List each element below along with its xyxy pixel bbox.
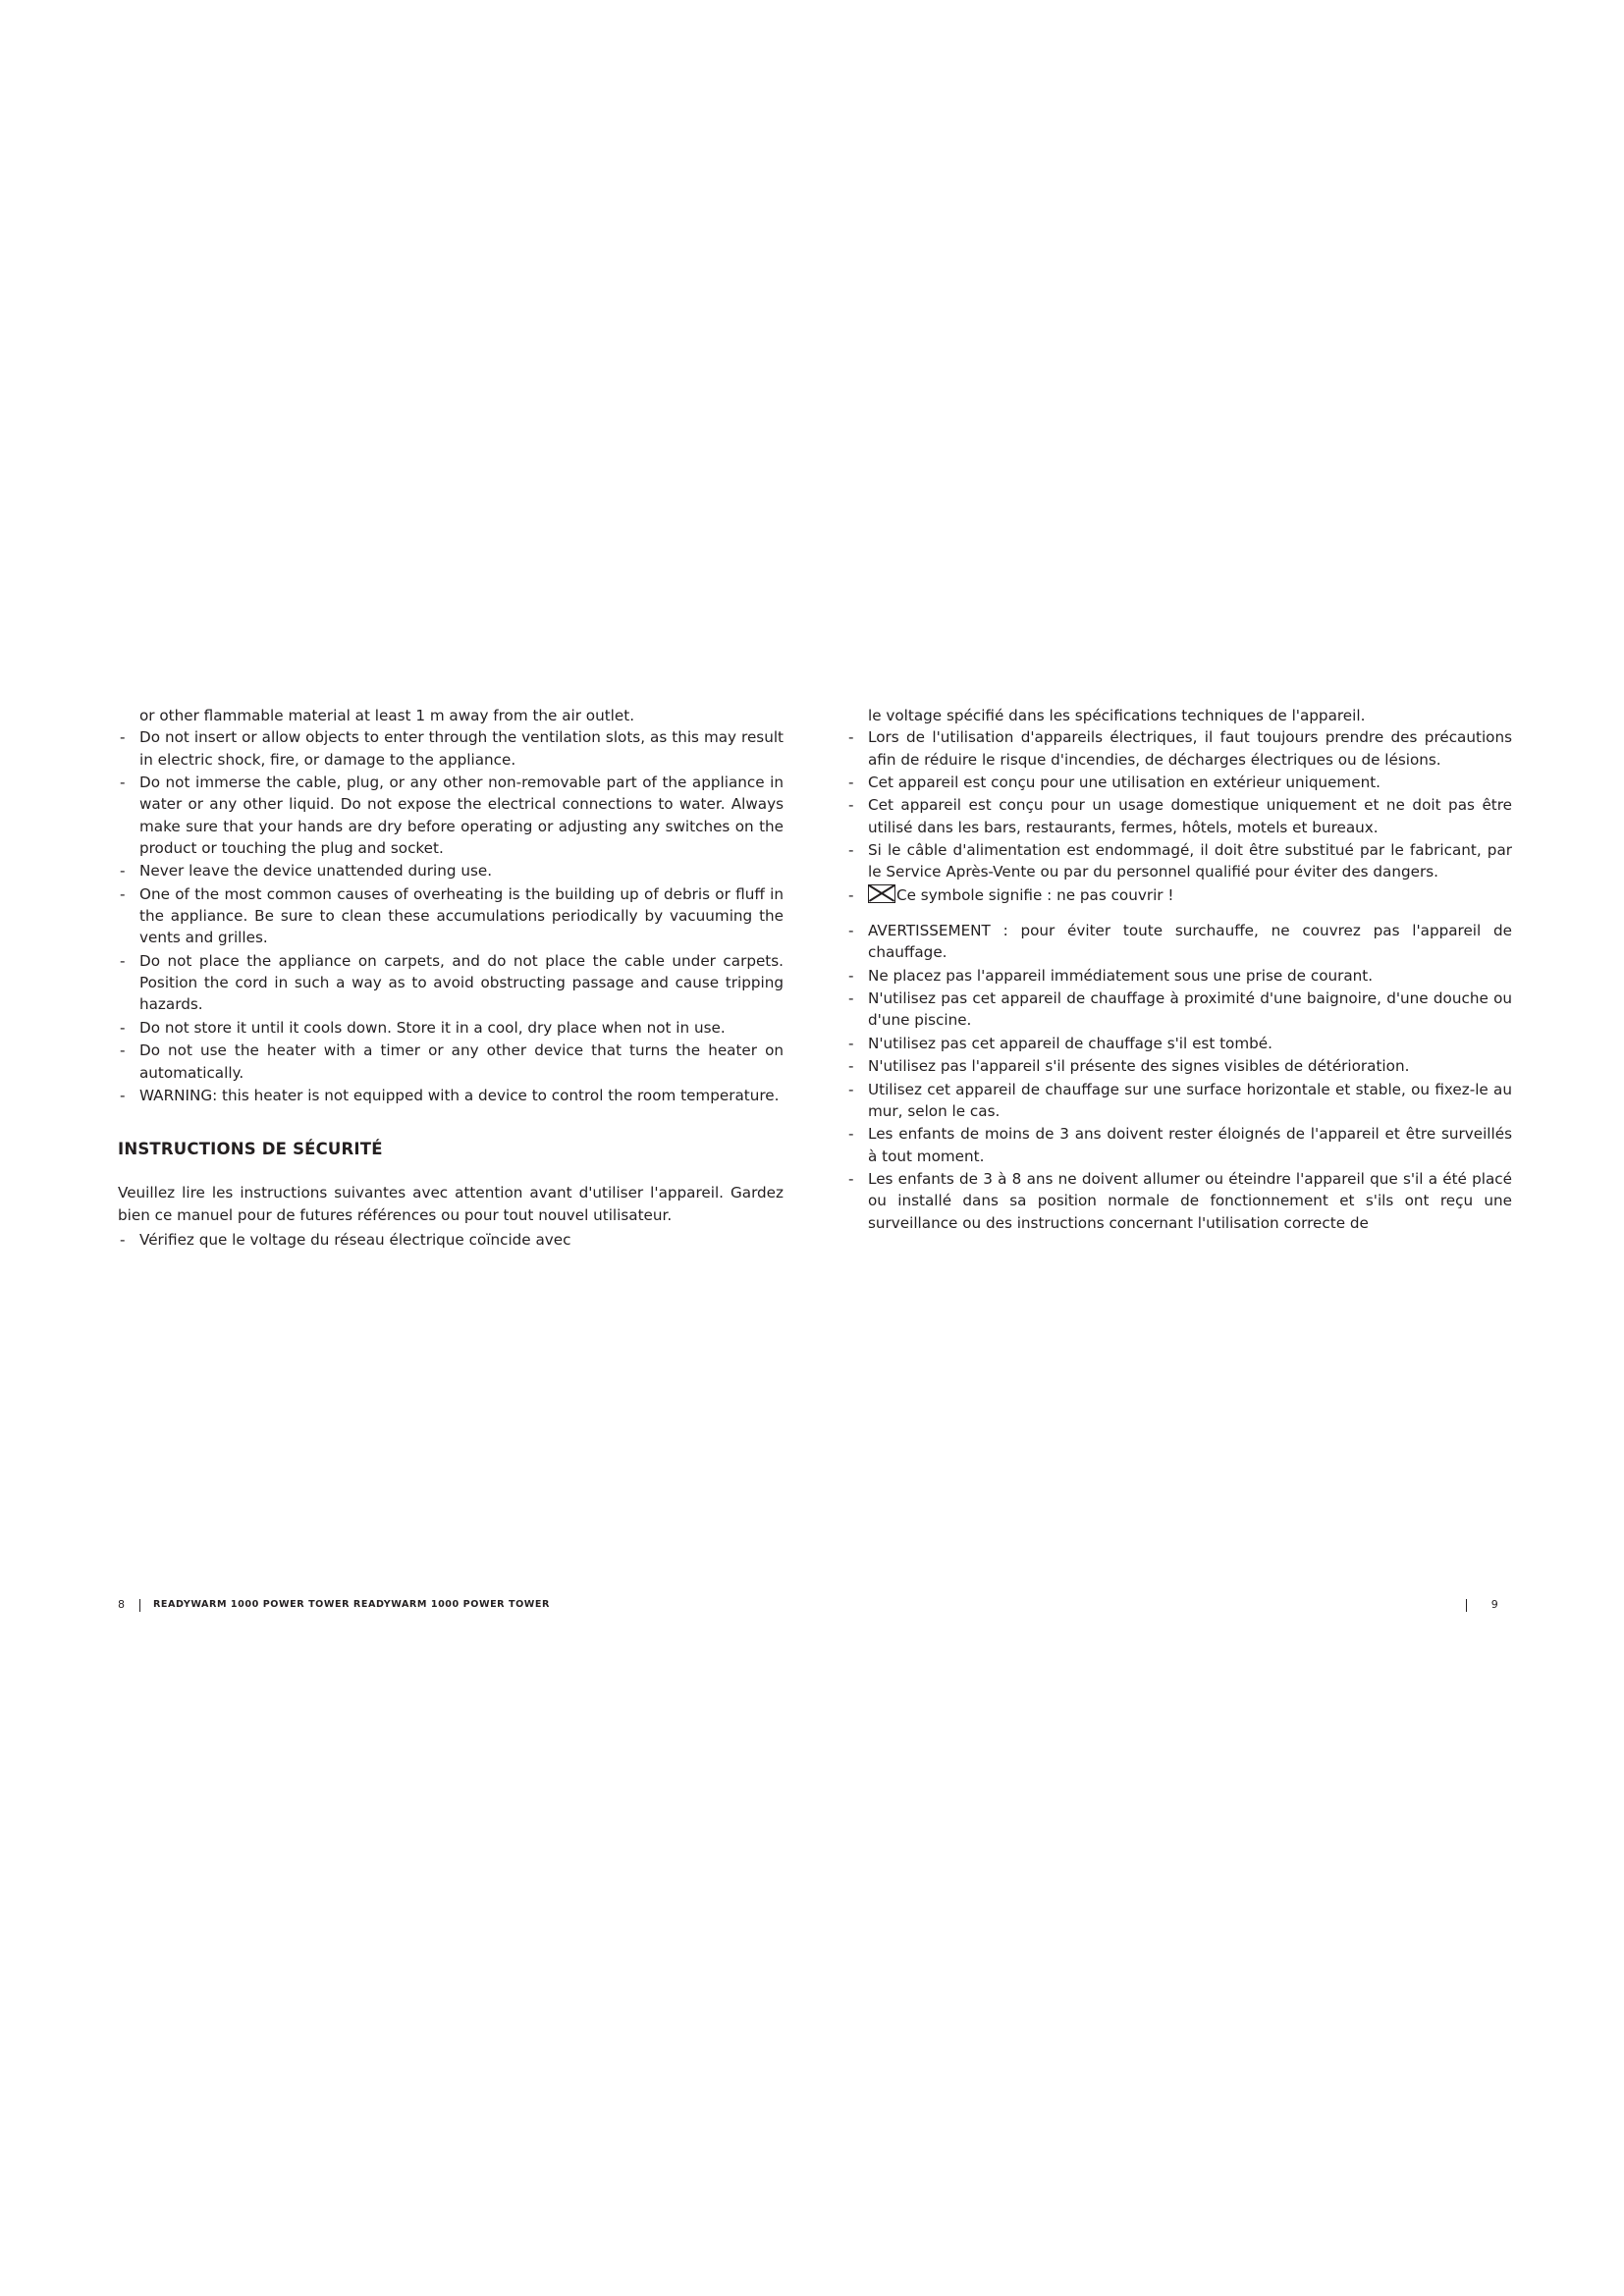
list-item-text: Les enfants de 3 à 8 ans ne doivent allumer ou éteindre l'appareil que s'il a été placé ou installé dans sa position normale de fonctionnement et s'ils ont reçu une surveillance ou des instructions concernant l'utilisation correcte de: [868, 1169, 1512, 1232]
list-item-text: Si le câble d'alimentation est endommagé, il doit être substitué par le fabricant, par le Service Après-Vente ou par du personnel qualifié pour éviter des dangers.: [868, 841, 1512, 881]
left-column: [118, 705, 784, 1252]
bullet-dash: -: [848, 774, 854, 792]
bullet-dash: -: [120, 1086, 126, 1104]
bullet-dash: -: [848, 1034, 854, 1052]
bullet-dash: -: [848, 1080, 854, 1098]
list-item: [118, 1085, 784, 1106]
bullet-dash: -: [848, 1057, 854, 1076]
bullet-dash: -: [848, 728, 854, 747]
section-heading-instructions-de-securite: INSTRUCTIONS DE SÉCURITÉ: [118, 1140, 383, 1159]
list-item-text: Utilisez cet appareil de chauffage sur une surface horizontale et stable, ou fixez-le au mur, selon le cas.: [868, 1080, 1512, 1120]
left-french-list: [118, 1229, 784, 1251]
bullet-dash: -: [120, 951, 126, 970]
list-item: [118, 1229, 784, 1251]
list-item: [118, 726, 784, 771]
page-number-left: 8: [118, 1598, 126, 1611]
bullet-dash: -: [120, 884, 126, 903]
list-item: [118, 1040, 784, 1084]
list-item-text: N'utilisez pas l'appareil s'il présente des signes visibles de détérioration.: [868, 1057, 1410, 1076]
bullet-dash: -: [848, 966, 854, 985]
bullet-dash: -: [848, 1169, 854, 1188]
do-not-cover-icon: [868, 884, 895, 903]
bullet-dash: -: [848, 841, 854, 860]
page-number-right: 9: [1490, 1598, 1498, 1611]
list-item: [846, 920, 1512, 964]
bullet-dash: -: [120, 728, 126, 747]
left-safety-list: [118, 726, 784, 1106]
bullet-dash: -: [120, 862, 126, 881]
right-continuation-paragraph: le voltage spécifié dans les spécifications techniques de l'appareil.: [868, 707, 1366, 724]
list-item-text: Never leave the device unattended during use.: [139, 862, 493, 881]
footer-divider-right: [1466, 1599, 1467, 1612]
list-item-text: Do not place the appliance on carpets, and do not place the cable under carpets. Position the cord in such a way as to avoid obstructing passage and cause tripping hazards.: [139, 951, 784, 1014]
list-item: [118, 883, 784, 949]
list-item-text: AVERTISSEMENT : pour éviter toute surchauffe, ne couvrez pas l'appareil de chauffage.: [868, 922, 1512, 962]
do-not-cover-text: Ce symbole signifie : ne pas couvrir !: [896, 885, 1174, 904]
do-not-cover-row: [846, 884, 1512, 906]
bullet-dash: -: [120, 1041, 126, 1060]
footer-document-title: READYWARM 1000 POWER TOWER READYWARM 1000 POWER TOWER: [153, 1599, 550, 1610]
right-safety-list-upper: [846, 726, 1512, 882]
right-column: [846, 705, 1512, 1252]
list-item: [118, 772, 784, 859]
left-continuation-paragraph: or other flammable material at least 1 m away from the air outlet.: [139, 707, 635, 724]
bullet-dash: -: [120, 774, 126, 792]
bullet-dash: -: [848, 922, 854, 940]
bullet-dash: -: [848, 885, 854, 904]
list-item: [846, 965, 1512, 987]
list-item: [846, 772, 1512, 793]
two-column-body: [118, 705, 1512, 1252]
bullet-dash: -: [848, 1125, 854, 1144]
list-item: [846, 839, 1512, 883]
list-item: [846, 988, 1512, 1032]
bullet-dash: -: [120, 1018, 126, 1037]
page-footer: [118, 1598, 1512, 1618]
list-item-text: Do not insert or allow objects to enter through the ventilation slots, as this may result in electric shock, fire, or damage to the appliance.: [139, 728, 784, 769]
list-item: [846, 1123, 1512, 1167]
intro-paragraph: Veuillez lire les instructions suivantes avec attention avant d'utiliser l'appareil. Gardez bien ce manuel pour de futures références ou pour tout nouvel utilisateur.: [118, 1184, 784, 1224]
list-item: [846, 1033, 1512, 1054]
list-item-text: N'utilisez pas cet appareil de chauffage s'il est tombé.: [868, 1034, 1272, 1052]
list-item: [846, 726, 1512, 771]
list-item-text: Do not use the heater with a timer or any other device that turns the heater on automatically.: [139, 1041, 784, 1082]
list-item: [118, 860, 784, 881]
list-item-text: Cet appareil est conçu pour un usage domestique uniquement et ne doit pas être utilisé dans les bars, restaurants, fermes, hôtels, motels et bureaux.: [868, 796, 1512, 836]
spacer: [846, 906, 1512, 920]
list-item: [118, 950, 784, 1016]
right-safety-list-lower: [846, 920, 1512, 1234]
list-item-text: Lors de l'utilisation d'appareils électriques, il faut toujours prendre des précautions afin de réduire le risque d'incendies, de décharges électriques ou de lésions.: [868, 728, 1512, 769]
list-item-text: Do not immerse the cable, plug, or any other non-removable part of the appliance in water or any other liquid. Do not expose the electrical connections to water. Always make sure that your hands are dry before operating or adjusting any switches on the product or touching the plug and socket.: [139, 774, 784, 858]
list-item: [118, 1017, 784, 1039]
list-item-text: Ne placez pas l'appareil immédiatement sous une prise de courant.: [868, 966, 1374, 985]
list-item-text: Do not store it until it cools down. Store it in a cool, dry place when not in use.: [139, 1018, 726, 1037]
list-item: [846, 794, 1512, 838]
bullet-dash: -: [848, 989, 854, 1008]
list-item-text: N'utilisez pas cet appareil de chauffage à proximité d'une baignoire, d'une douche ou d'une piscine.: [868, 989, 1512, 1030]
list-item-text: WARNING: this heater is not equipped with a device to control the room temperature.: [139, 1086, 780, 1104]
list-item: [846, 1079, 1512, 1123]
footer-divider-left: [139, 1599, 140, 1612]
list-item-text: Les enfants de moins de 3 ans doivent rester éloignés de l'appareil et être surveillés à tout moment.: [868, 1125, 1512, 1165]
bullet-dash: -: [848, 796, 854, 815]
list-item: [846, 1168, 1512, 1234]
bullet-dash: -: [120, 1230, 126, 1249]
list-item: [846, 1055, 1512, 1077]
list-item-text: Vérifiez que le voltage du réseau électrique coïncide avec: [139, 1230, 571, 1249]
list-item-text: One of the most common causes of overheating is the building up of debris or fluff in the appliance. Be sure to clean these accumulations periodically by vacuuming the vents and grilles.: [139, 884, 784, 947]
list-item-text: Cet appareil est conçu pour une utilisation en extérieur uniquement.: [868, 774, 1380, 792]
